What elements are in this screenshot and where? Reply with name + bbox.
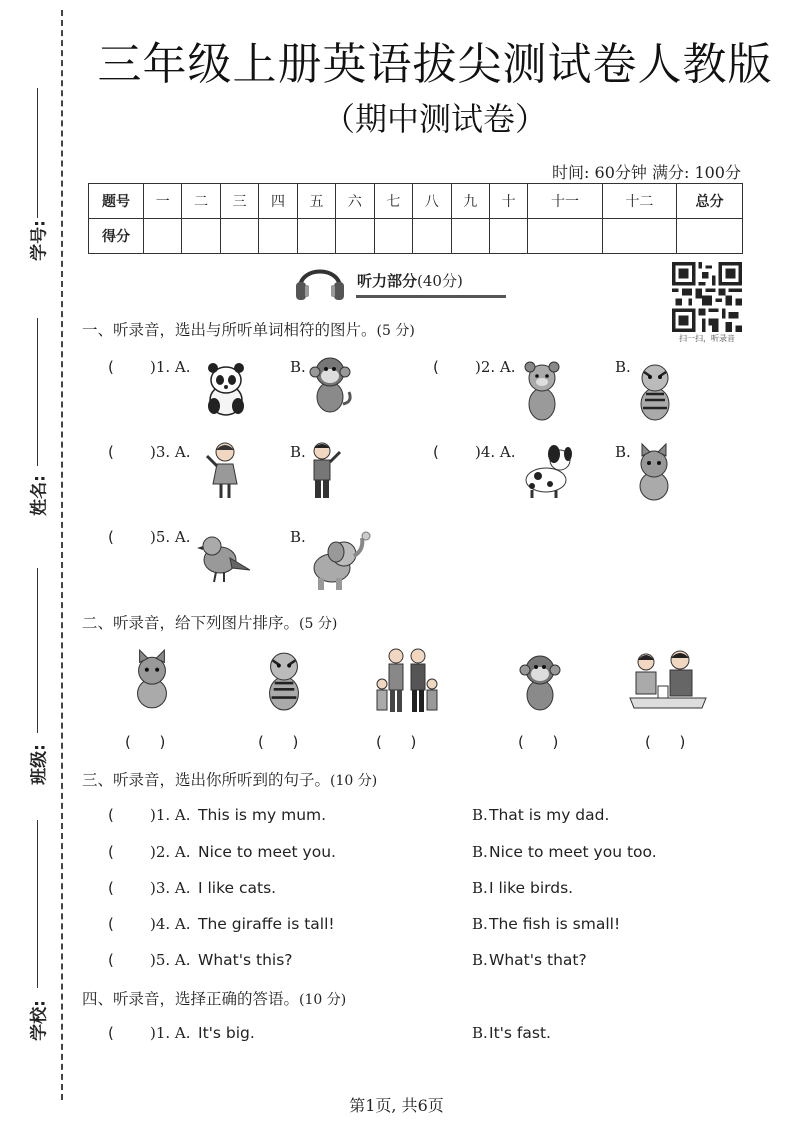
score-cell[interactable] xyxy=(297,219,335,254)
option-b-label: B. xyxy=(472,843,488,861)
row-label-question: 题号 xyxy=(89,184,144,219)
score-cell[interactable] xyxy=(602,219,676,254)
option-b-label: B. xyxy=(472,879,488,897)
col-header: 八 xyxy=(413,184,451,219)
score-cell[interactable] xyxy=(413,219,451,254)
option-b-label: B. xyxy=(615,358,631,376)
listening-underline xyxy=(356,295,506,298)
option-b-sentence[interactable]: That is my dad. xyxy=(489,806,610,824)
boy-icon[interactable] xyxy=(304,440,344,502)
order-blank[interactable]: ( ) xyxy=(125,733,166,751)
col-header: 三 xyxy=(220,184,258,219)
option-a-sentence[interactable]: The giraffe is tall! xyxy=(198,915,335,933)
section1-title: 一、听录音，选出与所听单词相符的图片。(5 分) xyxy=(82,321,415,339)
listening-label: 听力部分(40分) xyxy=(357,272,463,290)
col-header: 六 xyxy=(336,184,374,219)
answer-blank[interactable]: ( xyxy=(433,443,439,461)
answer-blank[interactable]: ( xyxy=(108,806,114,824)
option-a-sentence[interactable]: Nice to meet you. xyxy=(198,843,336,861)
answer-blank[interactable]: ( xyxy=(433,358,439,376)
time-info: 时间: 60分钟 满分: 100分 xyxy=(552,163,741,182)
question-number: )2. A. xyxy=(150,843,191,861)
order-blank[interactable]: ( ) xyxy=(376,733,417,751)
col-header: 七 xyxy=(374,184,412,219)
option-a-sentence[interactable]: I like cats. xyxy=(198,879,277,897)
section4-title: 四、听录音，选择正确的答语。(10 分) xyxy=(82,990,347,1008)
question-number: )1. A. xyxy=(150,358,191,376)
order-blank[interactable]: ( ) xyxy=(518,733,559,751)
col-header: 十 xyxy=(489,184,527,219)
answer-blank[interactable]: ( xyxy=(108,951,114,969)
order-blank[interactable]: ( ) xyxy=(645,733,686,751)
score-table-header-row xyxy=(89,184,743,219)
answer-blank[interactable]: ( xyxy=(108,1024,114,1042)
cat-icon[interactable] xyxy=(124,648,180,712)
score-cell[interactable] xyxy=(451,219,489,254)
score-table-score-row xyxy=(89,219,743,254)
option-b-sentence[interactable]: It's fast. xyxy=(489,1024,551,1042)
score-cell-total[interactable] xyxy=(677,219,743,254)
name-rule[interactable] xyxy=(37,318,38,466)
option-b-label: B. xyxy=(472,951,488,969)
panda-icon[interactable] xyxy=(198,358,254,418)
monkey-icon[interactable] xyxy=(305,352,355,416)
question-number: )4. A. xyxy=(475,443,516,461)
option-b-label: B. xyxy=(472,915,488,933)
student-id-label: 学号: xyxy=(29,220,50,261)
girl-icon[interactable] xyxy=(205,440,245,502)
order-blank[interactable]: ( ) xyxy=(258,733,299,751)
score-table xyxy=(88,183,743,254)
option-b-label: B. xyxy=(472,1024,488,1042)
section3-title: 三、听录音，选出你所听到的句子。(10 分) xyxy=(82,771,378,789)
school-rule[interactable] xyxy=(37,820,38,988)
answer-blank[interactable]: ( xyxy=(108,358,114,376)
option-a-sentence[interactable]: It's big. xyxy=(198,1024,255,1042)
tiger-icon[interactable] xyxy=(630,360,680,422)
option-b-label: B. xyxy=(290,528,306,546)
question-number: )2. A. xyxy=(475,358,516,376)
question-number: )4. A. xyxy=(150,915,191,933)
answer-blank[interactable]: ( xyxy=(108,443,114,461)
class-label: 班级: xyxy=(29,744,50,785)
score-cell[interactable] xyxy=(489,219,527,254)
page-subtitle: （期中测试卷） xyxy=(322,100,547,138)
teachers-icon[interactable] xyxy=(628,648,708,714)
school-label: 学校: xyxy=(29,1000,50,1041)
dog-icon[interactable] xyxy=(518,440,580,502)
question-number: )5. A. xyxy=(150,528,191,546)
score-cell[interactable] xyxy=(336,219,374,254)
row-label-score: 得分 xyxy=(89,219,144,254)
question-number: )5. A. xyxy=(150,951,191,969)
page-title: 三年级上册英语拔尖测试卷人教版 xyxy=(97,39,773,90)
option-b-sentence[interactable]: Nice to meet you too. xyxy=(489,843,657,861)
section2-title: 二、听录音，给下列图片排序。(5 分) xyxy=(82,614,338,632)
headphones-icon xyxy=(292,258,348,302)
answer-blank[interactable]: ( xyxy=(108,915,114,933)
bear-icon[interactable] xyxy=(518,360,566,422)
option-b-label: B. xyxy=(290,358,306,376)
question-number: )3. A. xyxy=(150,443,191,461)
col-header-total: 总分 xyxy=(677,184,743,219)
monkey-icon[interactable] xyxy=(514,650,566,714)
listening-section-header xyxy=(292,258,522,302)
col-header: 二 xyxy=(182,184,220,219)
family-icon[interactable] xyxy=(372,646,442,716)
option-b-sentence[interactable]: I like birds. xyxy=(489,879,574,897)
col-header: 十二 xyxy=(602,184,676,219)
option-a-sentence[interactable]: What's this? xyxy=(198,951,293,969)
qr-caption: 扫一扫，听录音 xyxy=(679,334,735,343)
answer-blank[interactable]: ( xyxy=(108,843,114,861)
col-header: 九 xyxy=(451,184,489,219)
binding-dash-line xyxy=(61,10,63,1100)
col-header: 一 xyxy=(144,184,182,219)
answer-blank[interactable]: ( xyxy=(108,528,114,546)
score-cell[interactable] xyxy=(182,219,220,254)
score-cell[interactable] xyxy=(374,219,412,254)
col-header: 十一 xyxy=(528,184,602,219)
option-a-sentence[interactable]: This is my mum. xyxy=(198,806,327,824)
score-cell[interactable] xyxy=(259,219,297,254)
option-b-label: B. xyxy=(472,806,488,824)
score-cell[interactable] xyxy=(144,219,182,254)
option-b-sentence[interactable]: What's that? xyxy=(489,951,587,969)
question-number: )1. A. xyxy=(150,1024,191,1042)
col-header: 四 xyxy=(259,184,297,219)
name-label: 姓名: xyxy=(29,475,50,516)
score-cell[interactable] xyxy=(220,219,258,254)
question-number: )1. A. xyxy=(150,806,191,824)
option-b-label: B. xyxy=(615,443,631,461)
option-b-sentence[interactable]: The fish is small! xyxy=(489,915,621,933)
question-number: )3. A. xyxy=(150,879,191,897)
cat-icon[interactable] xyxy=(628,442,680,504)
elephant-icon[interactable] xyxy=(306,528,372,592)
answer-blank[interactable]: ( xyxy=(108,879,114,897)
bird-icon[interactable] xyxy=(196,530,252,586)
score-cell[interactable] xyxy=(528,219,602,254)
option-b-label: B. xyxy=(290,443,306,461)
qr-code-icon[interactable] xyxy=(672,262,742,332)
class-rule[interactable] xyxy=(37,568,38,733)
page-footer: 第1页, 共6页 xyxy=(349,1096,444,1115)
tiger-icon[interactable] xyxy=(258,648,310,712)
col-header: 五 xyxy=(297,184,335,219)
student-id-rule[interactable] xyxy=(37,88,38,218)
